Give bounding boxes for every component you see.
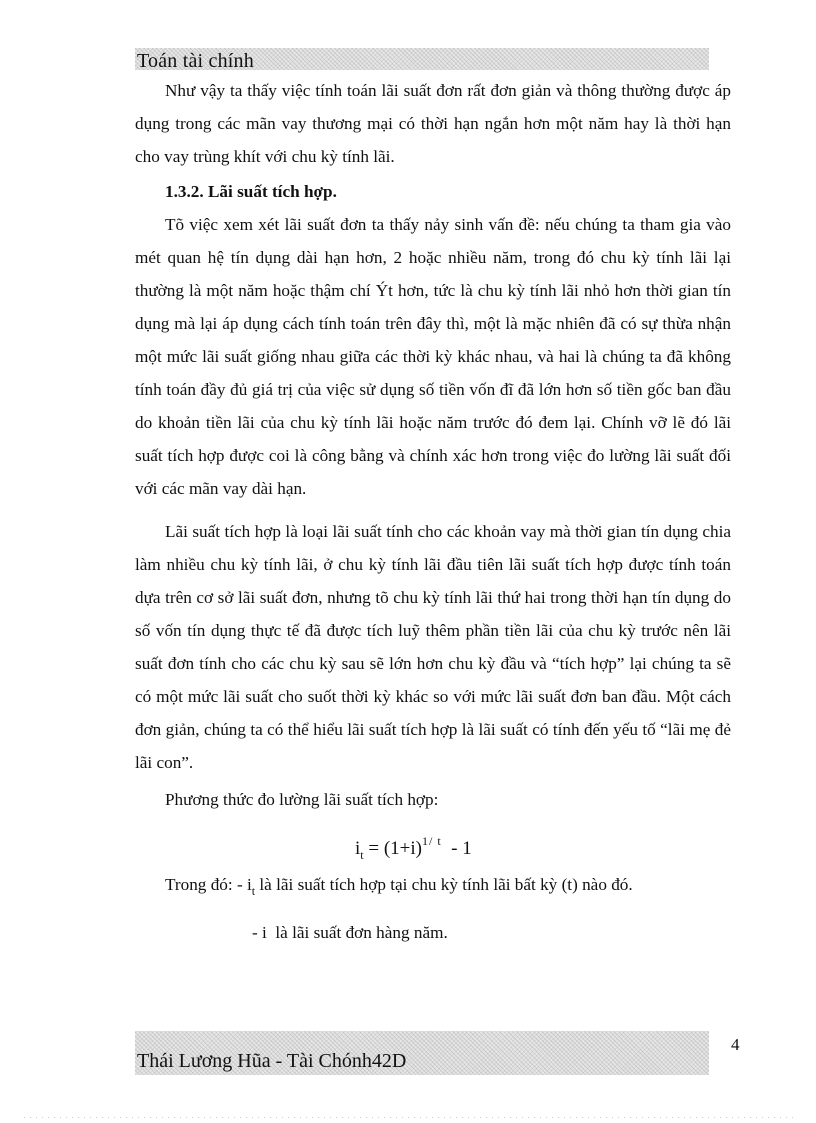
formula-lhs-base: i <box>355 838 361 859</box>
paragraph-spacer <box>135 505 731 515</box>
paragraph-compound-interest-definition: Lãi suất tích hợp là loại lãi suất tính cho các khoản vay mà thời gian tín dụng chia làm nhiều chu kỳ tính lãi, ở chu kỳ tính lãi đầu tiên lãi suất tích hợp được tính toán dựa trên cơ sở lãi suất đơn, nhưng tõ chu kỳ tính lãi thứ hai trong thời hạn tín dụng do số vốn tín dụng thực tế đã được tích luỹ thêm phần tiền lãi của chu kỳ trước nên lãi suất đơn tính cho các chu kỳ sau sẽ lớn hơn chu kỳ đầu và “tích hợp” lại chúng ta sẽ có một mức lãi suất cho suốt thời kỳ khác so với mức lãi suất đơn ban đầu. Một cách đơn giản, chúng ta có thể hiểu lãi suất tích hợp là lãi suất có tính đến yếu tố “lãi mẹ đẻ lãi con”. <box>135 522 731 772</box>
intro-paragraph: Như vậy ta thấy việc tính toán lãi suất đơn rất đơn giản và thông thường được áp dụng trong các mãn vay thương mại có thời hạn ngắn hơn một năm hay là thời hạn cho vay trùng khít với chu kỳ tính lãi. <box>135 81 731 166</box>
definition-text-it: là lãi suất tích hợp tại chu kỳ tính lãi bất kỳ (t) nào đó. <box>255 875 633 894</box>
footer-band <box>135 1031 709 1075</box>
formula-exponent: 1/ t <box>422 834 442 848</box>
definition-line-i <box>135 908 731 949</box>
definition-symbol-i-annual: i <box>262 923 267 942</box>
definition-text-i: là lãi suất đơn hàng năm. <box>266 923 448 942</box>
paragraph-compound-interest-rationale: Tõ việc xem xét lãi suất đơn ta thấy nảy sinh vấn đề: nếu chúng ta tham gia vào mét quan hệ tín dụng dài hạn hơn, 2 hoặc nhiều năm, trong đó chu kỳ tính lãi lại thường là một năm hoặc thậm chí Ýt hơn, tức là chu kỳ tính lãi nhỏ hơn thời gian tín dụng mà lại áp dụng cách tính toán trên đây thì, một là mặc nhiên đã có sự thừa nhận một mức lãi suất giống nhau giữa các thời kỳ khác nhau, và hai là chúng ta đã không tính toán đầy đủ giá trị của việc sử dụng số tiền vốn đĩ đã lớn hơn số tiền gốc ban đầu do khoản tiền lãi của chu kỳ tính lãi hoặc năm trước đó đem lại. Chính vỡ lẽ đó lãi suất tích hợp được coi là công bằng và chính xác hơn trong việc đo lường lãi suất đối với các mãn vay dài hạn. <box>135 215 731 498</box>
definition-symbol-subscript: t <box>251 884 256 898</box>
formula-rhs-tail: - 1 <box>441 838 472 859</box>
definition-symbol-i: i <box>246 875 252 894</box>
running-header-title: Toán tài chính <box>137 50 254 72</box>
document-body <box>135 74 731 949</box>
compound-rate-formula <box>355 820 472 876</box>
formula-rhs-main: = (1+i) <box>363 838 422 859</box>
footer-author-line: Thái Lương Hũa - Tài Chónh42D <box>137 1050 407 1072</box>
header-band <box>135 48 709 70</box>
page-bottom-divider <box>24 1117 794 1118</box>
formula-block <box>135 816 731 862</box>
definition-dash: - <box>252 923 263 942</box>
formula-lhs-subscript: t <box>360 848 364 862</box>
definition-prefix: Trong đó: - <box>165 875 247 894</box>
formula-intro: Phương thức đo lường lãi suất tích hợp: <box>165 790 439 809</box>
page-number: 4 <box>731 1035 740 1054</box>
section-heading: 1.3.2. Lãi suất tích hợp. <box>165 182 337 201</box>
